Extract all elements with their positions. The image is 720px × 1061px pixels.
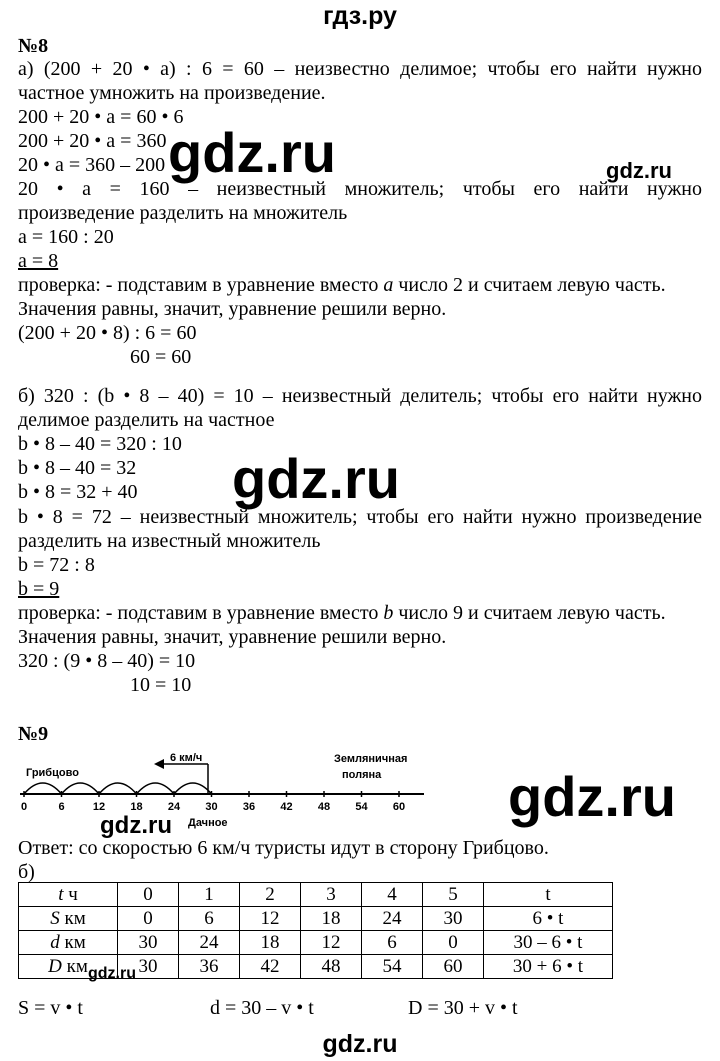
task8-b-line-8: b = 72 : 8 — [18, 554, 95, 576]
hop-arc — [24, 783, 62, 794]
watermark: gdz.ru — [232, 447, 400, 510]
table-cell: 6 — [179, 907, 240, 931]
watermark: gdz.ru — [100, 812, 172, 839]
formula-d: d = 30 – v • t — [210, 997, 314, 1019]
table-cell: t — [484, 883, 613, 907]
task8-b-check-before: проверка: - подставим в уравнение вместо — [18, 602, 384, 624]
tick-label: 36 — [242, 801, 256, 813]
task8-b-line-5: b • 8 = 32 + 40 — [18, 481, 138, 503]
watermark: gdz.ru — [606, 158, 672, 183]
table-cell: 1 — [179, 883, 240, 907]
watermark: gdz.ru — [508, 765, 676, 828]
table-cell: 60 — [423, 955, 484, 979]
route-diagram — [12, 750, 432, 832]
table-cell: 4 — [362, 883, 423, 907]
hop-arc — [62, 783, 100, 794]
task9-answer: Ответ: со скоростью 6 км/ч туристы идут в сторону Грибцово. — [18, 837, 549, 859]
task8-b-after-1: Значения равны, значит, уравнение решили верно. — [18, 626, 447, 648]
table-cell: 36 — [179, 955, 240, 979]
table-row — [19, 907, 613, 931]
tick-label: 12 — [92, 801, 106, 813]
table-cell: 12 — [301, 931, 362, 955]
tick-label: 54 — [355, 801, 368, 813]
site-footer: gdz.ru — [322, 1030, 398, 1058]
site-header: гдз.ру — [323, 2, 397, 30]
table-row — [19, 883, 613, 907]
task8-a-check — [18, 273, 666, 297]
table-cell: 30 – 6 • t — [484, 931, 613, 955]
table-cell: 0 — [118, 883, 179, 907]
task8-a-line-3: 200 + 20 • а = 60 • 6 — [18, 106, 184, 128]
task8-b-line-7: разделить на известный множитель — [18, 530, 321, 552]
table-cell: 3 — [301, 883, 362, 907]
table-cell: 6 • t — [484, 907, 613, 931]
task8-a-after-3: 60 = 60 — [130, 346, 192, 368]
task8-a-line-2: частное умножить на произведение. — [18, 82, 326, 104]
task8-a-line-6: 20 • а = 160 – неизвестный множитель; чтобы его найти нужно — [18, 178, 702, 200]
table-cell: 0 — [423, 931, 484, 955]
task9-title: №9 — [18, 723, 49, 745]
tick-label: 0 — [20, 801, 28, 813]
task8-b-line-6: b • 8 = 72 – неизвестный множитель; чтобы его найти нужно произведение — [18, 506, 702, 528]
left-label: Грибцово — [26, 767, 79, 779]
task8-a-line-8: а = 160 : 20 — [18, 226, 114, 248]
table-cell: 30 — [118, 931, 179, 955]
watermark: gdz.ru — [88, 965, 136, 982]
table-cell: 6 — [362, 931, 423, 955]
right-label-2: поляна — [342, 769, 382, 781]
table-cell: 54 — [362, 955, 423, 979]
tick-label: 30 — [205, 801, 218, 813]
task8-a-check-after: число 2 и считаем левую часть. — [393, 274, 666, 296]
task8-b-check-var: b — [383, 602, 394, 624]
speed-label: 6 км/ч — [170, 752, 203, 764]
tick-label: 6 — [58, 801, 65, 813]
task8-a-line-5: 20 • а = 360 – 200 — [18, 154, 166, 176]
task8-b-line-4: b • 8 – 40 = 32 — [18, 457, 137, 479]
task8-b-line-1: б) 320 : (b • 8 – 40) = 10 – неизвестный делитель; чтобы его найти нужно — [18, 385, 702, 407]
task8-a-line-4: 200 + 20 • а = 360 — [18, 130, 167, 152]
task8-a-after-1: Значения равны, значит, уравнение решили верно. — [18, 298, 447, 320]
table-cell: 42 — [240, 955, 301, 979]
watermark: gdz.ru — [168, 121, 336, 184]
task9-part-b: б) — [18, 861, 35, 883]
table-cell: 5 — [423, 883, 484, 907]
tick-label: 42 — [280, 801, 293, 813]
start-label: Дачное — [188, 817, 228, 829]
right-label-1: Земляничная — [334, 753, 408, 765]
task8-b-line-3: b • 8 – 40 = 320 : 10 — [18, 433, 182, 455]
task8-b-check-after: число 9 и считаем левую часть. — [393, 602, 666, 624]
task8-b-check — [18, 601, 666, 625]
task8-a-check-before: проверка: - подставим в уравнение вместо — [18, 274, 384, 296]
table-cell: 30 — [423, 907, 484, 931]
task8-b-answer: b = 9 — [18, 578, 60, 600]
formula-s: S = v • t — [18, 997, 83, 1019]
hop-arc — [174, 783, 212, 794]
table-cell: 12 — [240, 907, 301, 931]
task8-a-line-7: произведение разделить на множитель — [18, 202, 348, 224]
task8-a-answer: а = 8 — [18, 250, 59, 272]
tick-label: 60 — [392, 801, 406, 813]
task8-a-check-var: а — [383, 274, 394, 296]
tick-label: 24 — [167, 801, 181, 813]
table-cell: 0 — [118, 907, 179, 931]
table-cell: 30 — [118, 955, 179, 979]
table-cell: 30 + 6 • t — [484, 955, 613, 979]
table-row — [19, 931, 613, 955]
task8-a-after-2: (200 + 20 • 8) : 6 = 60 — [18, 322, 197, 344]
row-label: S км — [19, 907, 118, 931]
table-cell: 24 — [179, 931, 240, 955]
table-cell: 2 — [240, 883, 301, 907]
table-cell: 24 — [362, 907, 423, 931]
route-arcs — [24, 783, 212, 794]
speed-arrow-head — [154, 759, 164, 769]
row-label: t ч — [19, 883, 118, 907]
table-cell: 48 — [301, 955, 362, 979]
row-label: D км — [19, 955, 118, 979]
hop-arc — [99, 783, 137, 794]
tick-label: 18 — [130, 801, 143, 813]
row-label: d км — [19, 931, 118, 955]
task8-b-after-3: 10 = 10 — [130, 674, 192, 696]
hop-arc — [137, 783, 175, 794]
task8-title: №8 — [18, 35, 49, 57]
formula-big-d: D = 30 + v • t — [408, 997, 518, 1019]
tick-label: 48 — [317, 801, 331, 813]
table-cell: 18 — [301, 907, 362, 931]
task8-b-after-2: 320 : (9 • 8 – 40) = 10 — [18, 650, 196, 672]
table-cell: 18 — [240, 931, 301, 955]
task8-b-line-2: делимое разделить на частное — [18, 409, 275, 431]
task8-a-line-1: а) (200 + 20 • а) : 6 = 60 – неизвестно делимое; чтобы его найти нужно — [18, 58, 702, 80]
